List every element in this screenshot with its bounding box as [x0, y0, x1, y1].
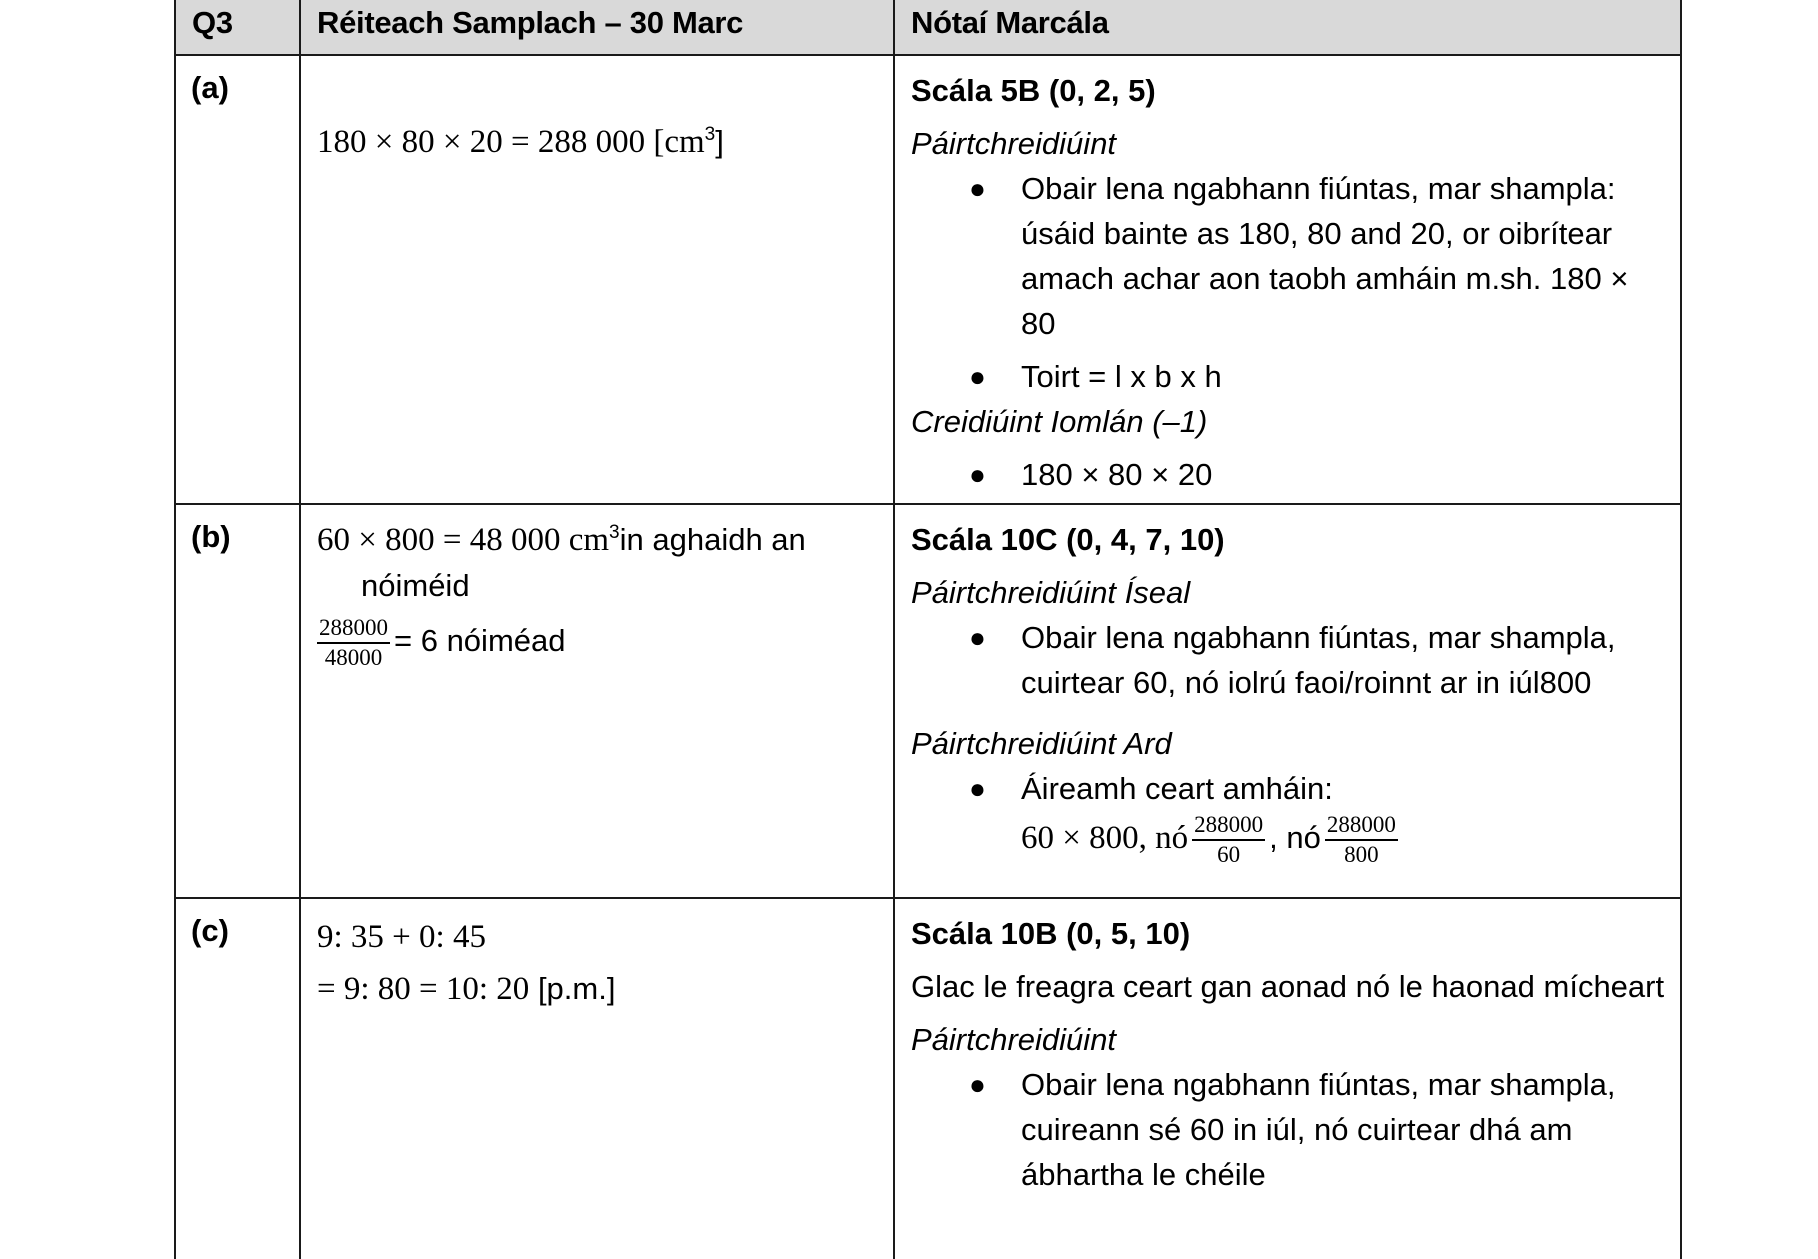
solution-b-result: = 6 nóiméad	[394, 623, 566, 659]
solution-b-formula: 60 × 800 = 48 000 cm	[317, 522, 610, 558]
table-row-b	[175, 504, 1681, 898]
criterion-bullets	[911, 1062, 1670, 1197]
criterion-heading: Páirtchreidiúint	[911, 126, 1117, 161]
criterion-heading: Páirtchreidiúint Íseal	[911, 575, 1191, 610]
table-row-a	[175, 55, 1681, 504]
bullet-text: Obair lena ngabhann fiúntas, mar shampla, cuireann sé 60 in iúl, nó cuirtear dhá am ábhartha le chéile	[1021, 1067, 1616, 1192]
denominator: 60	[1217, 842, 1241, 867]
criterion-heading: Páirtchreidiúint	[911, 1022, 1117, 1057]
table-header-row	[175, 0, 1681, 55]
numerator: 288000	[317, 614, 390, 644]
bullet-icon: ●	[969, 622, 986, 653]
solution-c	[301, 899, 893, 1015]
solution-b-units: in aghaidh an nóiméid	[361, 522, 806, 603]
numerator: 288000	[1325, 811, 1398, 841]
notes-c	[895, 899, 1680, 1197]
fraction	[1325, 811, 1398, 869]
fraction	[317, 614, 390, 672]
list-item	[911, 166, 1670, 346]
bullet-icon: ●	[969, 173, 986, 204]
fraction	[1192, 811, 1265, 869]
scale-label-b: Scála 10C (0, 4, 7, 10)	[911, 522, 1225, 557]
part-label-a: (a)	[191, 70, 229, 105]
solution-b-division	[301, 614, 893, 672]
criterion-bullets	[911, 166, 1670, 399]
marking-scheme-table	[174, 0, 1682, 1259]
criterion-heading: Creidiúint Iomlán (–1)	[911, 404, 1208, 439]
superscript: 3	[704, 124, 716, 145]
denominator: 800	[1344, 842, 1379, 867]
criterion-bullets	[911, 452, 1670, 497]
question-number-header: Q3	[175, 0, 300, 55]
list-item	[911, 354, 1670, 399]
bullet-icon: ●	[969, 1069, 986, 1100]
bullet-text: Áireamh ceart amháin:	[1021, 771, 1333, 806]
solution-c-unit: [p.m.]	[537, 971, 616, 1006]
notes-c-intro: Glac le freagra ceart gan aonad nó le haonad mícheart	[911, 969, 1665, 1004]
bullet-text: Obair lena ngabhann fiúntas, mar shampla, cuirtear 60, nó iolrú faoi/roinnt ar in iúl800	[1021, 620, 1616, 700]
bullet-icon: ●	[969, 773, 986, 804]
list-item	[911, 615, 1670, 705]
denominator: 48000	[324, 645, 383, 670]
criterion-bullets	[911, 615, 1670, 705]
numerator: 288000	[1192, 811, 1265, 841]
marking-notes-header: Nótaí Marcála	[894, 0, 1681, 55]
solution-c-line2: = 9: 80 = 10: 20	[317, 971, 530, 1007]
scale-label-a: Scála 5B (0, 2, 5)	[911, 73, 1156, 108]
scale-label-c: Scála 10B (0, 5, 10)	[911, 916, 1191, 951]
criterion-heading: Páirtchreidiúint Ard	[911, 726, 1172, 761]
notes-a	[895, 56, 1680, 497]
list-item	[911, 452, 1670, 497]
solution-c-line1: 9: 35 + 0: 45	[317, 919, 486, 955]
solution-b	[301, 505, 893, 608]
criterion-bullets	[911, 766, 1670, 869]
formula-separator: , nó	[1269, 820, 1321, 856]
bullet-text: Obair lena ngabhann fiúntas, mar shampla: úsáid bainte as 180, 80 and 20, or oibrítear amach achar aon taobh amháin m.sh. 180 × 80	[1021, 171, 1629, 341]
formula-prefix: 60 × 800, nó	[1021, 820, 1189, 857]
solution-header: Réiteach Samplach – 30 Marc	[300, 0, 894, 55]
solution-a-bracket: ]	[715, 124, 724, 159]
list-item	[911, 766, 1670, 811]
bullet-text: Toirt = l x b x h	[1021, 359, 1222, 394]
solution-a-formula: 180 × 80 × 20 = 288 000 [cm	[317, 124, 705, 160]
notes-b	[895, 505, 1680, 869]
formula-line	[911, 811, 1670, 869]
bullet-text: 180 × 80 × 20	[1021, 457, 1213, 492]
part-label-b: (b)	[191, 519, 231, 554]
superscript: 3	[609, 522, 620, 543]
bullet-icon: ●	[969, 361, 986, 392]
list-item	[911, 1062, 1670, 1197]
part-label-c: (c)	[191, 913, 229, 948]
solution-a	[301, 56, 893, 165]
table-row-c	[175, 898, 1681, 1259]
bullet-icon: ●	[969, 459, 986, 490]
